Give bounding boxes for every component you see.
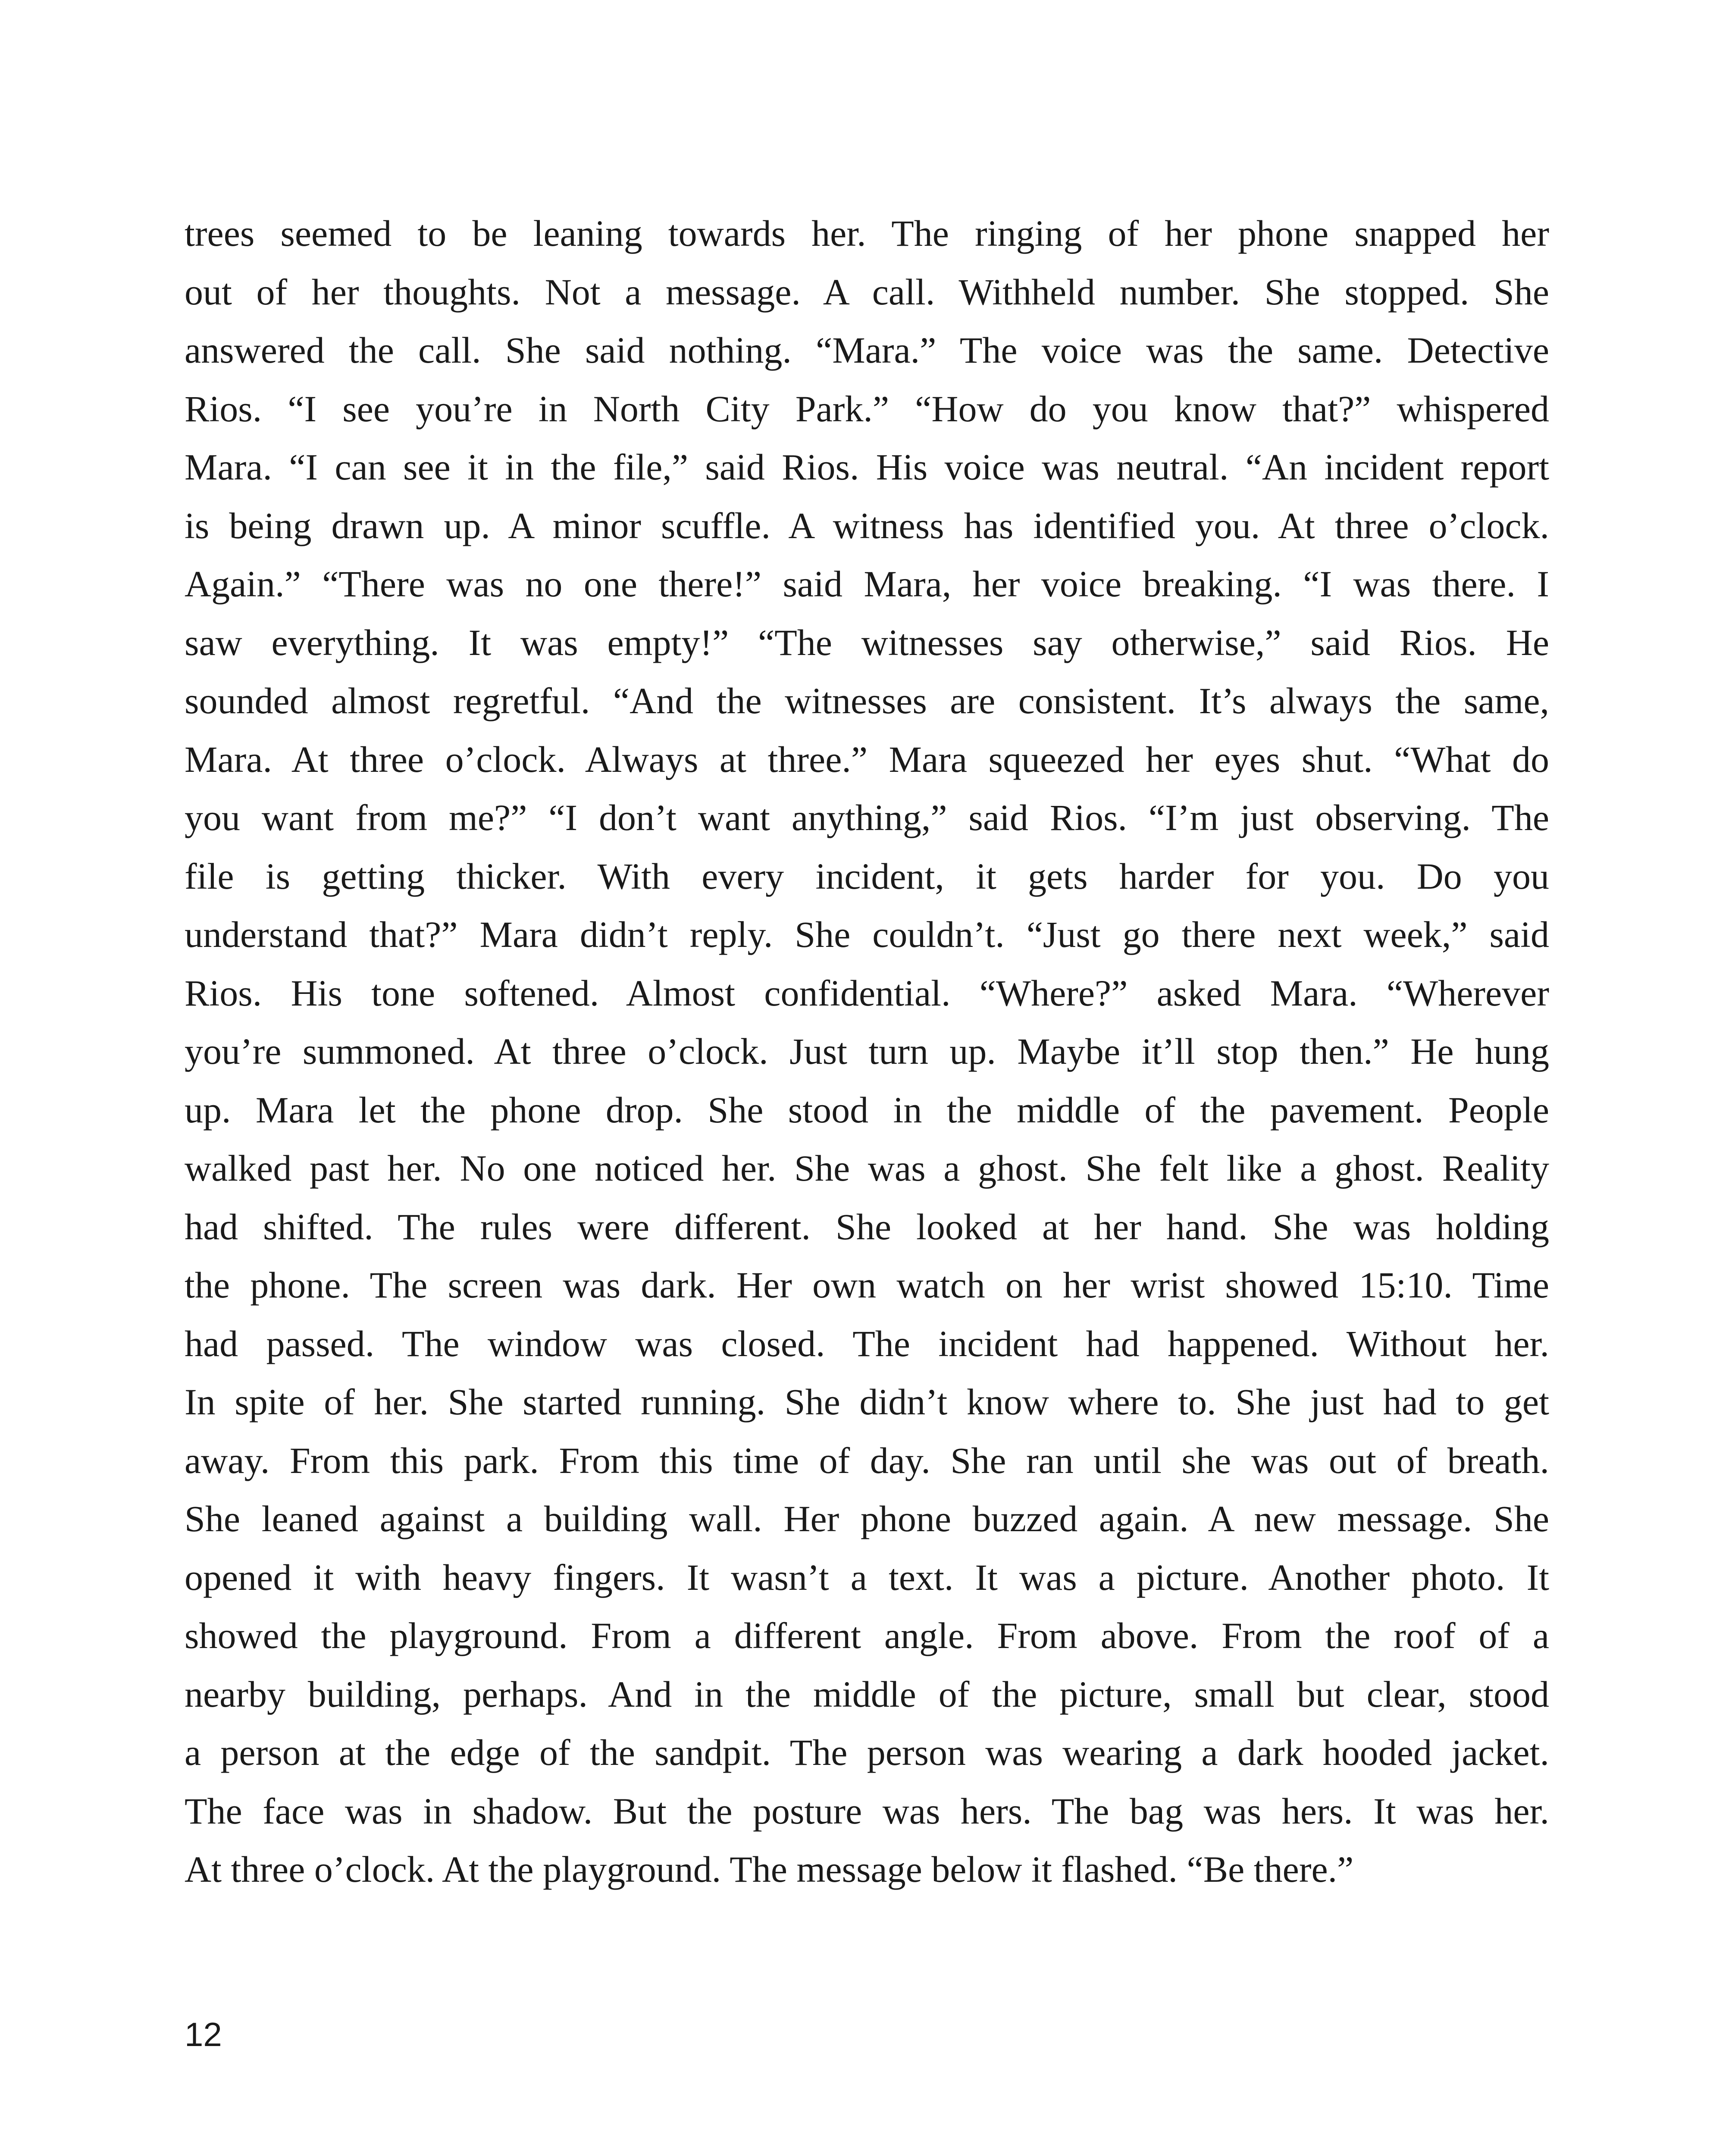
text-line: sounded almost regretful. “And the witnesses are consistent. It’s always the same, — [185, 680, 1549, 721]
text-line: walked past her. No one noticed her. She was a ghost. She felt like a ghost. Reality — [185, 1147, 1549, 1189]
text-line: had shifted. The rules were different. She looked at her hand. She was holding — [185, 1206, 1549, 1247]
text-line: a person at the edge of the sandpit. The person was wearing a dark hooded jacket. — [185, 1732, 1549, 1773]
text-line: answered the call. She said nothing. “Mara.” The voice was the same. Detective — [185, 329, 1549, 371]
text-line: had passed. The window was closed. The incident had happened. Without her. — [185, 1322, 1549, 1364]
text-line: At three o’clock. At the playground. The message below it flashed. “Be there.” — [185, 1849, 1354, 1890]
page-number: 12 — [185, 2015, 222, 2053]
text-line: In spite of her. She started running. She didn’t know where to. She just had to get — [185, 1381, 1549, 1423]
text-line: the phone. The screen was dark. Her own watch on her wrist showed 15:10. Time — [185, 1264, 1549, 1306]
text-line: showed the playground. From a different angle. From above. From the roof of a — [185, 1615, 1549, 1656]
text-line: Again.” “There was no one there!” said Mara, her voice breaking. “I was there. I — [185, 563, 1549, 605]
text-line: Rios. “I see you’re in North City Park.” “How do you know that?” whispered — [185, 388, 1549, 429]
text-line: Mara. “I can see it in the file,” said Rios. His voice was neutral. “An incident report — [185, 446, 1549, 488]
text-line: understand that?” Mara didn’t reply. She couldn’t. “Just go there next week,” said — [185, 914, 1549, 955]
text-line: you’re summoned. At three o’clock. Just turn up. Maybe it’ll stop then.” He hung — [185, 1031, 1549, 1072]
text-line: The face was in shadow. But the posture was hers. The bag was hers. It was her. — [185, 1790, 1549, 1832]
text-line: up. Mara let the phone drop. She stood in the middle of the pavement. People — [185, 1089, 1549, 1131]
text-line: saw everything. It was empty!” “The witnesses say otherwise,” said Rios. He — [185, 621, 1549, 663]
text-line: you want from me?” “I don’t want anything,” said Rios. “I’m just observing. The — [185, 797, 1549, 838]
text-line: is being drawn up. A minor scuffle. A witness has identified you. At three o’clock. — [185, 505, 1549, 546]
body-text — [185, 204, 1549, 1899]
text-line: file is getting thicker. With every incident, it gets harder for you. Do you — [185, 855, 1549, 897]
text-line: nearby building, perhaps. And in the middle of the picture, small but clear, stood — [185, 1673, 1549, 1715]
text-line: opened it with heavy fingers. It wasn’t a text. It was a picture. Another photo. It — [185, 1556, 1549, 1598]
text-line: away. From this park. From this time of day. She ran until she was out of breath. — [185, 1439, 1549, 1481]
text-line: Mara. At three o’clock. Always at three.” Mara squeezed her eyes shut. “What do — [185, 738, 1549, 780]
text-line: out of her thoughts. Not a message. A call. Withheld number. She stopped. She — [185, 271, 1549, 313]
text-line: Rios. His tone softened. Almost confidential. “Where?” asked Mara. “Wherever — [185, 972, 1549, 1014]
text-line: She leaned against a building wall. Her phone buzzed again. A new message. She — [185, 1498, 1549, 1539]
text-line: trees seemed to be leaning towards her. The ringing of her phone snapped her — [185, 213, 1549, 254]
